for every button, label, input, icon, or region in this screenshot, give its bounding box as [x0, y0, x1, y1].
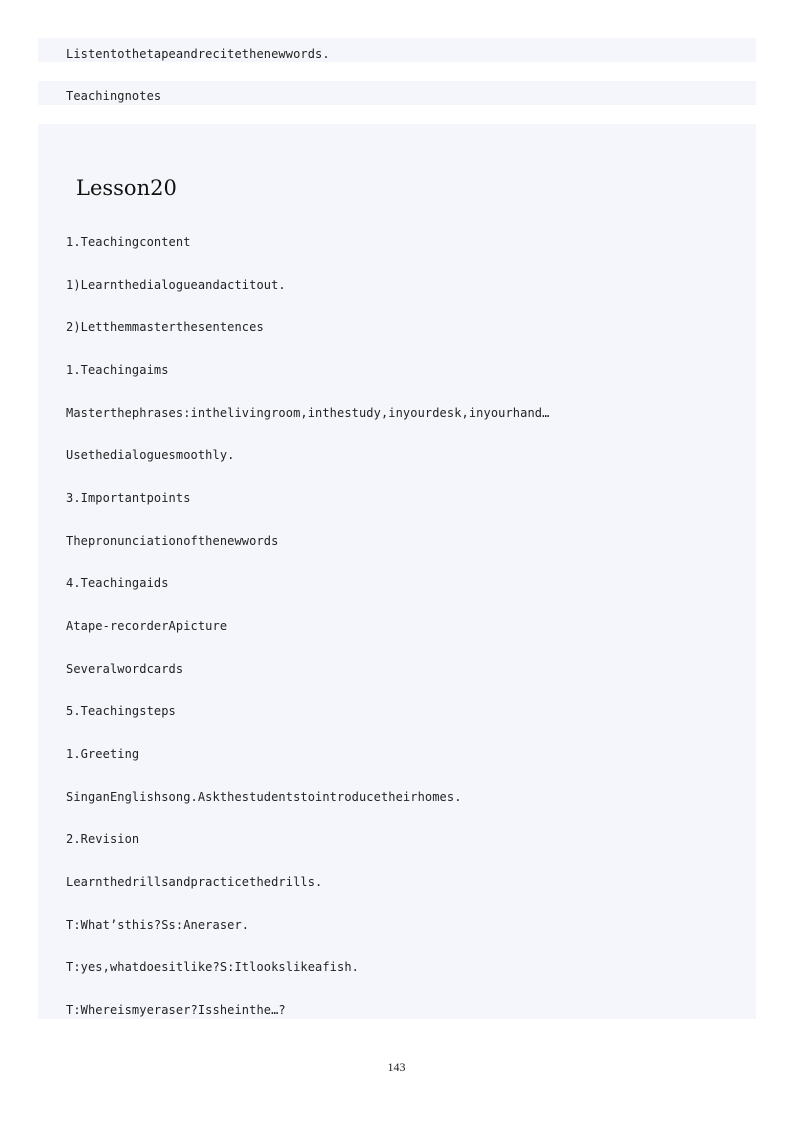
- lesson-line: Learnthedrillsandpracticethedrills.: [66, 875, 323, 889]
- lesson-line: 1.Greeting: [66, 747, 140, 761]
- lesson-line: T:yes,whatdoesitlike?S:Itlookslikeafish.: [66, 960, 359, 974]
- lesson-line: T:What’sthis?Ss:Aneraser.: [66, 918, 250, 932]
- lesson-line: Atape-recorderApicture: [66, 619, 228, 633]
- lesson-line: Thepronunciationofthenewwords: [66, 534, 279, 548]
- lesson-line: SinganEnglishsong.Askthestudentstointroducetheirhomes.: [66, 790, 462, 804]
- lesson-line: 1.Teachingcontent: [66, 235, 191, 249]
- lesson-line: Masterthephrases:inthelivingroom,inthestudy,inyourdesk,inyourhand…: [66, 406, 550, 420]
- lesson-line: 1.Teachingaims: [66, 363, 169, 377]
- text-line: Teachingnotes: [66, 89, 162, 103]
- lesson-line: 2.Revision: [66, 832, 140, 846]
- lesson-line: T:Whereismyeraser?Issheinthe…?: [66, 1003, 286, 1017]
- lesson-line: 2)Letthemmasterthesentences: [66, 320, 264, 334]
- lesson-line: Severalwordcards: [66, 662, 184, 676]
- lesson-line: 4.Teachingaids: [66, 576, 169, 590]
- lesson-title: Lesson20: [76, 176, 177, 200]
- lesson-line: 5.Teachingsteps: [66, 704, 176, 718]
- lesson-line: Usethedialoguesmoothly.: [66, 448, 235, 462]
- lesson-line: 1)Learnthedialogueandactitout.: [66, 278, 286, 292]
- lesson-line: 3.Importantpoints: [66, 491, 191, 505]
- text-line: Listentothetapeandrecitethenewwords.: [66, 47, 330, 61]
- page-number: 143: [387, 1060, 406, 1074]
